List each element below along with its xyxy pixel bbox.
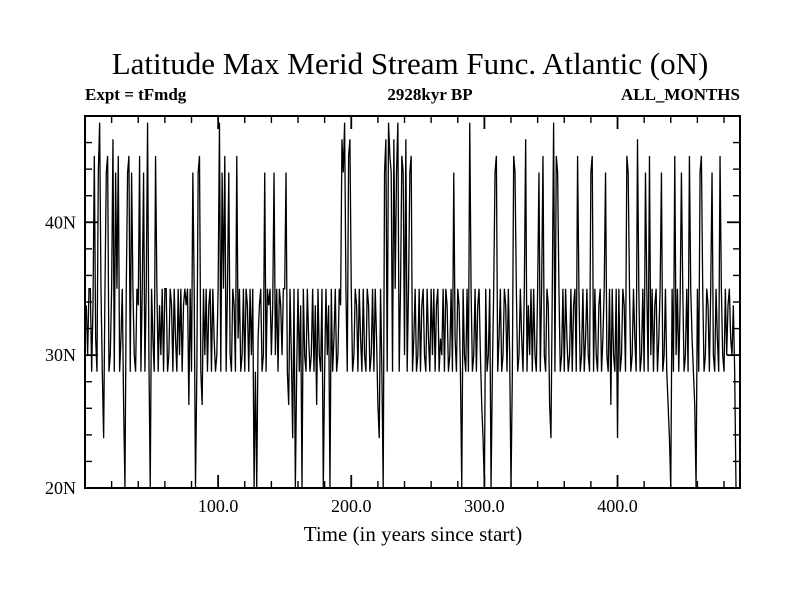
y-tick-label: 20N [45, 478, 76, 498]
x-tick-label: 300.0 [464, 496, 505, 516]
chart-title: Latitude Max Merid Stream Func. Atlantic (oN) [111, 46, 709, 81]
x-tick-label: 400.0 [597, 496, 638, 516]
x-axis-title: Time (in years since start) [303, 522, 523, 546]
y-tick-label: 30N [45, 345, 76, 366]
x-tick-label: 200.0 [331, 496, 372, 516]
y-tick-label: 40N [45, 212, 76, 233]
time-bp-label: 2928kyr BP [387, 85, 473, 104]
experiment-label: Expt = tFmdg [85, 85, 187, 104]
x-tick-label: 100.0 [197, 496, 239, 516]
timeseries-line [86, 123, 737, 488]
months-label: ALL_MONTHS [620, 85, 740, 104]
